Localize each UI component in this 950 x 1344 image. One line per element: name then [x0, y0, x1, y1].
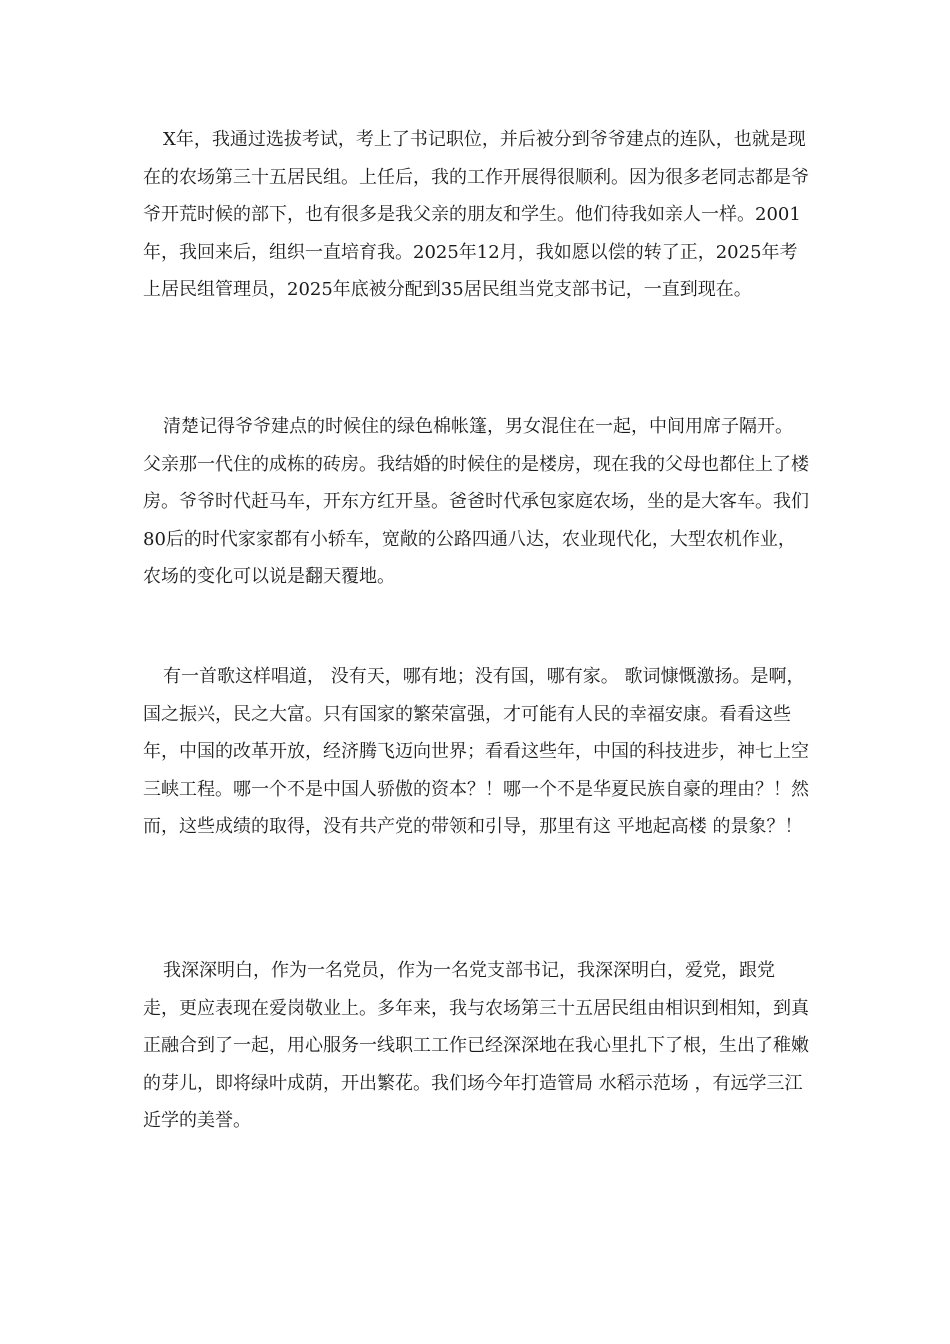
- paragraph-1: X年，我通过选拔考试，考上了书记职位，并后被分到爷爷建点的连队，也就是现在的农场第三十五居民组。上任后，我的工作开展得很顺利。因为很多老同志都是爷爷开荒时候的部下，也有很多是我父亲的朋友和学生。他们待我如亲人一样。2001年，我回来后，组织一直培育我。2025年12月，我如愿以偿的转了正，2025年考上居民组管理员，2025年底被分配到35居民组当党支部书记，一直到现在。: [143, 129, 809, 301]
- paragraph-3: 有一首歌这样唱道， 没有天，哪有地；没有国，哪有家。 歌词慷慨激扬。是啊，国之振兴，民之大富。只有国家的繁荣富强，才可能有人民的幸福安康。看看这些年，中国的改革开放，经济腾飞迈向世界；看看这些年，中国的科技进步，神七上空三峡工程。哪一个不是中国人骄傲的资本？！哪一个不是华夏民族自豪的理由？！然而，这些成绩的取得，没有共产党的带领和引导，那里有这 平地起高楼 的景象？！: [143, 666, 809, 838]
- paragraph-4: 我深深明白，作为一名党员，作为一名党支部书记，我深深明白，爱党，跟党走，更应表现在爱岗敬业上。多年来，我与农场第三十五居民组由相识到相知，到真正融合到了一起，用心服务一线职工工作已经深深地在我心里扎下了根，生出了稚嫩的芽儿，即将绿叶成荫，开出繁花。我们场今年打造管局 水稻示范场 ，有远学三江近学的美誉。: [143, 960, 809, 1132]
- paragraph-2: 清楚记得爷爷建点的时候住的绿色棉帐篷，男女混住在一起，中间用席子隔开。父亲那一代住的成栋的砖房。我结婚的时候住的是楼房，现在我的父母也都住上了楼房。爷爷时代赶马车，开东方红开垦。爸爸时代承包家庭农场，坐的是大客车。我们80后的时代家家都有小轿车，宽敞的公路四通八达，农业现代化，大型农机作业，农场的变化可以说是翻天覆地。: [143, 416, 809, 588]
